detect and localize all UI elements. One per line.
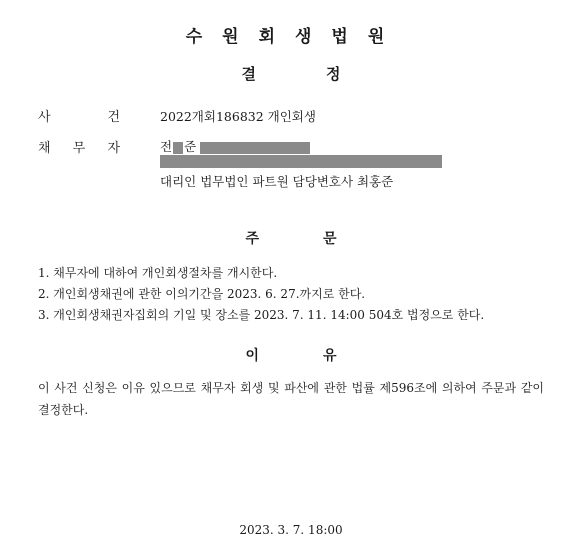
- id-redaction: [200, 142, 310, 154]
- order-item-2: 2. 개인회생채권에 관한 이의기간을 2023. 6. 27.까지로 한다.: [38, 287, 366, 301]
- document-title-char-1: 결: [241, 65, 256, 83]
- debtor-representative: 대리인 법무법인 파트원 담당변호사 최홍준: [160, 174, 394, 189]
- decision-date: 2023. 3. 7. 18:00: [239, 523, 343, 537]
- document-title: [0, 63, 582, 84]
- debtor-name-first: 전: [160, 139, 173, 154]
- reason-title: [0, 345, 582, 365]
- order-item-1: 1. 채무자에 대하여 개인회생절차를 개시한다.: [38, 266, 278, 280]
- debtor-label-char-3: 자: [107, 141, 120, 156]
- order-title-char-1: 주: [245, 231, 259, 247]
- debtor-label: [38, 137, 120, 156]
- order-item-3: 3. 개인회생채권자집회의 기일 및 장소를 2023. 7. 11. 14:00 504호 법정으로 한다.: [38, 308, 485, 322]
- debtor-name: [160, 137, 310, 155]
- case-number: 2022개회186832 개인회생: [160, 109, 316, 124]
- case-label-char-1: 사: [38, 110, 51, 125]
- order-title: [0, 228, 582, 248]
- reason-text: 이 사건 신청은 이유 있으므로 채무자 회생 및 파산에 관한 법률 제596조에 의하여 주문과 같이 결정한다.: [38, 381, 544, 417]
- debtor-name-second: 준: [184, 139, 197, 154]
- case-label: [38, 106, 120, 125]
- debtor-label-char-2: 무: [72, 141, 86, 156]
- document-title-char-2: 정: [326, 65, 341, 83]
- court-name: 수원회생법원: [185, 27, 405, 47]
- address-redaction: [160, 155, 442, 168]
- reason-title-char-2: 유: [323, 348, 337, 364]
- debtor-label-char-1: 채: [38, 141, 51, 156]
- case-label-char-2: 건: [107, 110, 120, 125]
- reason-title-char-1: 이: [245, 348, 259, 364]
- order-title-char-2: 문: [323, 231, 337, 247]
- name-redaction: [173, 142, 183, 154]
